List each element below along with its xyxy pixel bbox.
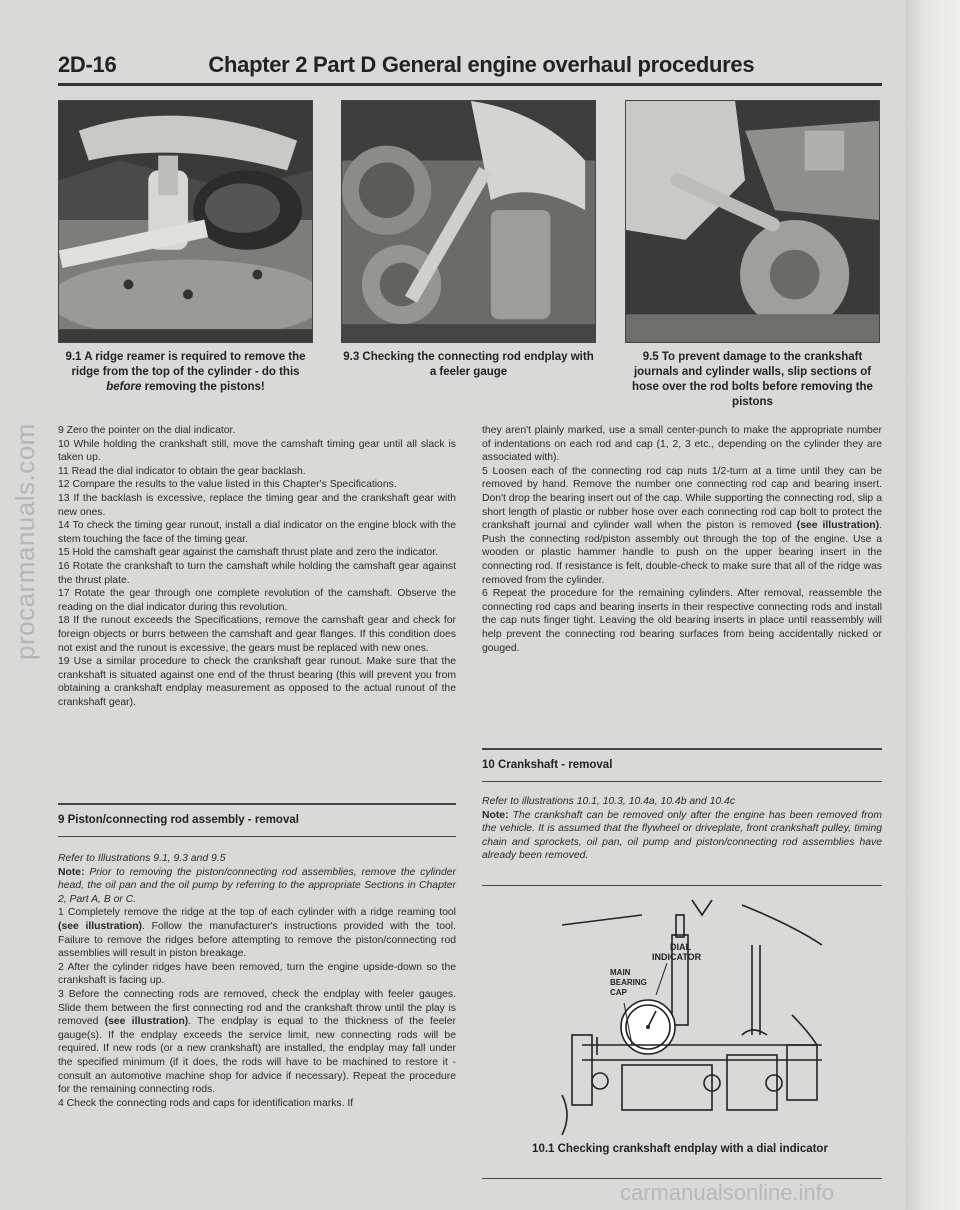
page-header: [58, 52, 754, 78]
diagram-caption-10-1: 10.1 Checking crankshaft endplay with a dial indicator: [532, 1143, 828, 1155]
right-column-upper: [482, 424, 882, 655]
paragraph: 1 Completely remove the ridge at the top of each cylinder with a ridge reaming tool (see illustration). Follow the manufacturer's instructions provided with the tool. Failure to remove the ridges before attempting to remove the piston/connecting rod assemblies will result in piston breakage.: [58, 907, 456, 960]
photo-feeler-gauge: [341, 100, 596, 343]
paragraph: 4 Check the connecting rods and caps for identification marks. If: [58, 1097, 354, 1109]
paragraph: 12 Compare the results to the value listed in this Chapter's Specifications.: [58, 479, 397, 491]
diagram-label-bearing: BEARING: [610, 978, 647, 987]
illustration-reference: Refer to illustrations 10.1, 10.3, 10.4a, 10.4b and 10.4c: [482, 796, 736, 807]
emphasis-before: before: [106, 381, 142, 393]
illustration-reference: Refer to Illustrations 9.1, 9.3 and 9.5: [58, 853, 226, 864]
paragraph: 10 While holding the crankshaft still, move the camshaft timing gear until all slack is taken up.: [58, 438, 456, 464]
photo-ridge-reamer: [58, 100, 313, 343]
paragraph: 13 If the backlash is excessive, replace the timing gear and the crankshaft gear with new ones.: [58, 492, 456, 518]
section-rule: [482, 781, 882, 782]
diagram-crankshaft-endplay: [552, 895, 842, 1135]
note: Note: Prior to removing the piston/connecting rod assemblies, remove the cylinder head, the oil pan and the oil pump by referring to the appropriate Sections in Chapter 2, Part A, B or C.: [58, 866, 456, 905]
photo-rod-bolt-hose: [625, 100, 880, 343]
page-gutter: [905, 0, 960, 1210]
section-rule: [482, 748, 882, 750]
paragraph: 16 Rotate the crankshaft to turn the camshaft while holding the camshaft gear against the thrust plate.: [58, 560, 456, 586]
diagram-label-indicator: INDICATOR: [652, 952, 702, 962]
section-title-9: 9 Piston/connecting rod assembly - removal: [58, 814, 299, 826]
header-rule: [58, 83, 882, 86]
paragraph: 17 Rotate the gear through one complete revolution of the camshaft. Observe the reading on the dial indicator during this revolution.: [58, 588, 456, 613]
paragraph: they aren't plainly marked, use a small center-punch to make the appropriate number of indentations on each rod and cap (1, 2, 3 etc., depending on the cylinder they are associated with).: [482, 425, 882, 464]
photo-caption-9-5: 9.5 To prevent damage to the crankshaft journals and cylinder walls, slip sections of hose over the rod bolts before removing the pistons: [632, 351, 873, 408]
paragraph: 5 Loosen each of the connecting rod cap nuts 1/2-turn at a time until they can be removed by hand. Remove the number one connecting rod cap and bearing insert. Don't drop the bearing insert out of the cap. While supporting the connecting rod, slip a short length of plastic or rubber hose over each connecting rod cap bolt to protect the crankshaft journal and cylinder wall when the piston is removed (see illustration). Push the connecting rod/piston assembly out through the top of the engine. Use a wooden or plastic hammer handle to push on the upper bearing insert in the connecting rod. If resistance is felt, double-check to make sure that all of the ridge was removed from the cylinder.: [482, 465, 882, 586]
left-column-lower: [58, 850, 456, 1110]
paragraph: 14 To check the timing gear runout, install a dial indicator on the engine block with the stem touching the face of the timing gear.: [58, 520, 456, 545]
diagram-label-main: MAIN: [610, 968, 631, 977]
chapter-title: Chapter 2 Part D General engine overhaul procedures: [208, 52, 755, 77]
diagram-label-dial: DIAL: [670, 942, 691, 952]
paragraph: 11 Read the dial indicator to obtain the gear backlash.: [58, 465, 306, 477]
paragraph: 2 After the cylinder ridges have been removed, turn the engine upside-down so the crankshaft is facing up.: [58, 961, 456, 987]
note: Note: The crankshaft can be removed only after the engine has been removed from the vehicle. It is assumed that the flywheel or driveplate, front crankshaft pulley, timing chain and sprockets, oil pan, oil pump and piston/connecting rod assemblies have already been removed.: [482, 809, 882, 862]
left-column-upper: [58, 424, 456, 709]
photo-caption-9-3: 9.3 Checking the connecting rod endplay with a feeler gauge: [343, 351, 594, 378]
paragraph: 18 If the runout exceeds the Specifications, remove the camshaft gear and check for foreign objects or burrs between the camshaft and gear flanges. If this condition does not exist and the runout is excessive, the gears must be replaced with new ones.: [58, 615, 456, 654]
paragraph: 3 Before the connecting rods are removed, check the endplay with feeler gauges. Slide them between the first connecting rod and the crankshaft throw until the play is removed (see illustration). The endplay is equal to the thickness of the feeler gauge(s). If the endplay exceeds the service limit, new connecting rods will be required. If new rods (or a new crankshaft) are installed, the endplay may fall under the specified minimum (if it does, the rods will have to be machined to restore it - consult an automotive machine shop for advice if necessary). Repeat the procedure for the remaining connecting rods.: [58, 988, 456, 1096]
paragraph: 9 Zero the pointer on the dial indicator.: [58, 425, 236, 436]
section-title-10: 10 Crankshaft - removal: [482, 759, 613, 771]
paragraph: 15 Hold the camshaft gear against the camshaft thrust plate and zero the indicator.: [58, 547, 439, 559]
diagram-rule-bottom: [482, 1178, 882, 1179]
right-column-lower: [482, 793, 882, 863]
watermark-bottom: carmanualsonline.info: [620, 1180, 835, 1205]
paragraph: 6 Repeat the procedure for the remaining cylinders. After removal, reassemble the connecting rod caps and bearing inserts in their respective connecting rods and install the cap nuts finger tight. Leaving the old bearing inserts in place until reassembly will help prevent the connecting rod bearing surfaces from being accidentally nicked or gouged.: [482, 588, 882, 654]
section-rule: [58, 836, 456, 837]
paragraph: 19 Use a similar procedure to check the crankshaft gear runout. Make sure that the crankshaft is situated against one end of the thrust bearing (this will prevent you from obtaining a crankshaft endplay measurement as opposed to the actual runout of the crankshaft gear).: [58, 656, 456, 708]
diagram-label-cap: CAP: [610, 988, 627, 997]
diagram-rule-top: [482, 885, 882, 886]
photo-caption-9-1: 9.1 A ridge reamer is required to remove the ridge from the top of the cylinder - do this before removing the pistons!: [65, 351, 306, 393]
page-number: 2D-16: [58, 52, 117, 77]
section-rule: [58, 803, 456, 805]
watermark-side: procarmanuals.com: [10, 423, 40, 660]
